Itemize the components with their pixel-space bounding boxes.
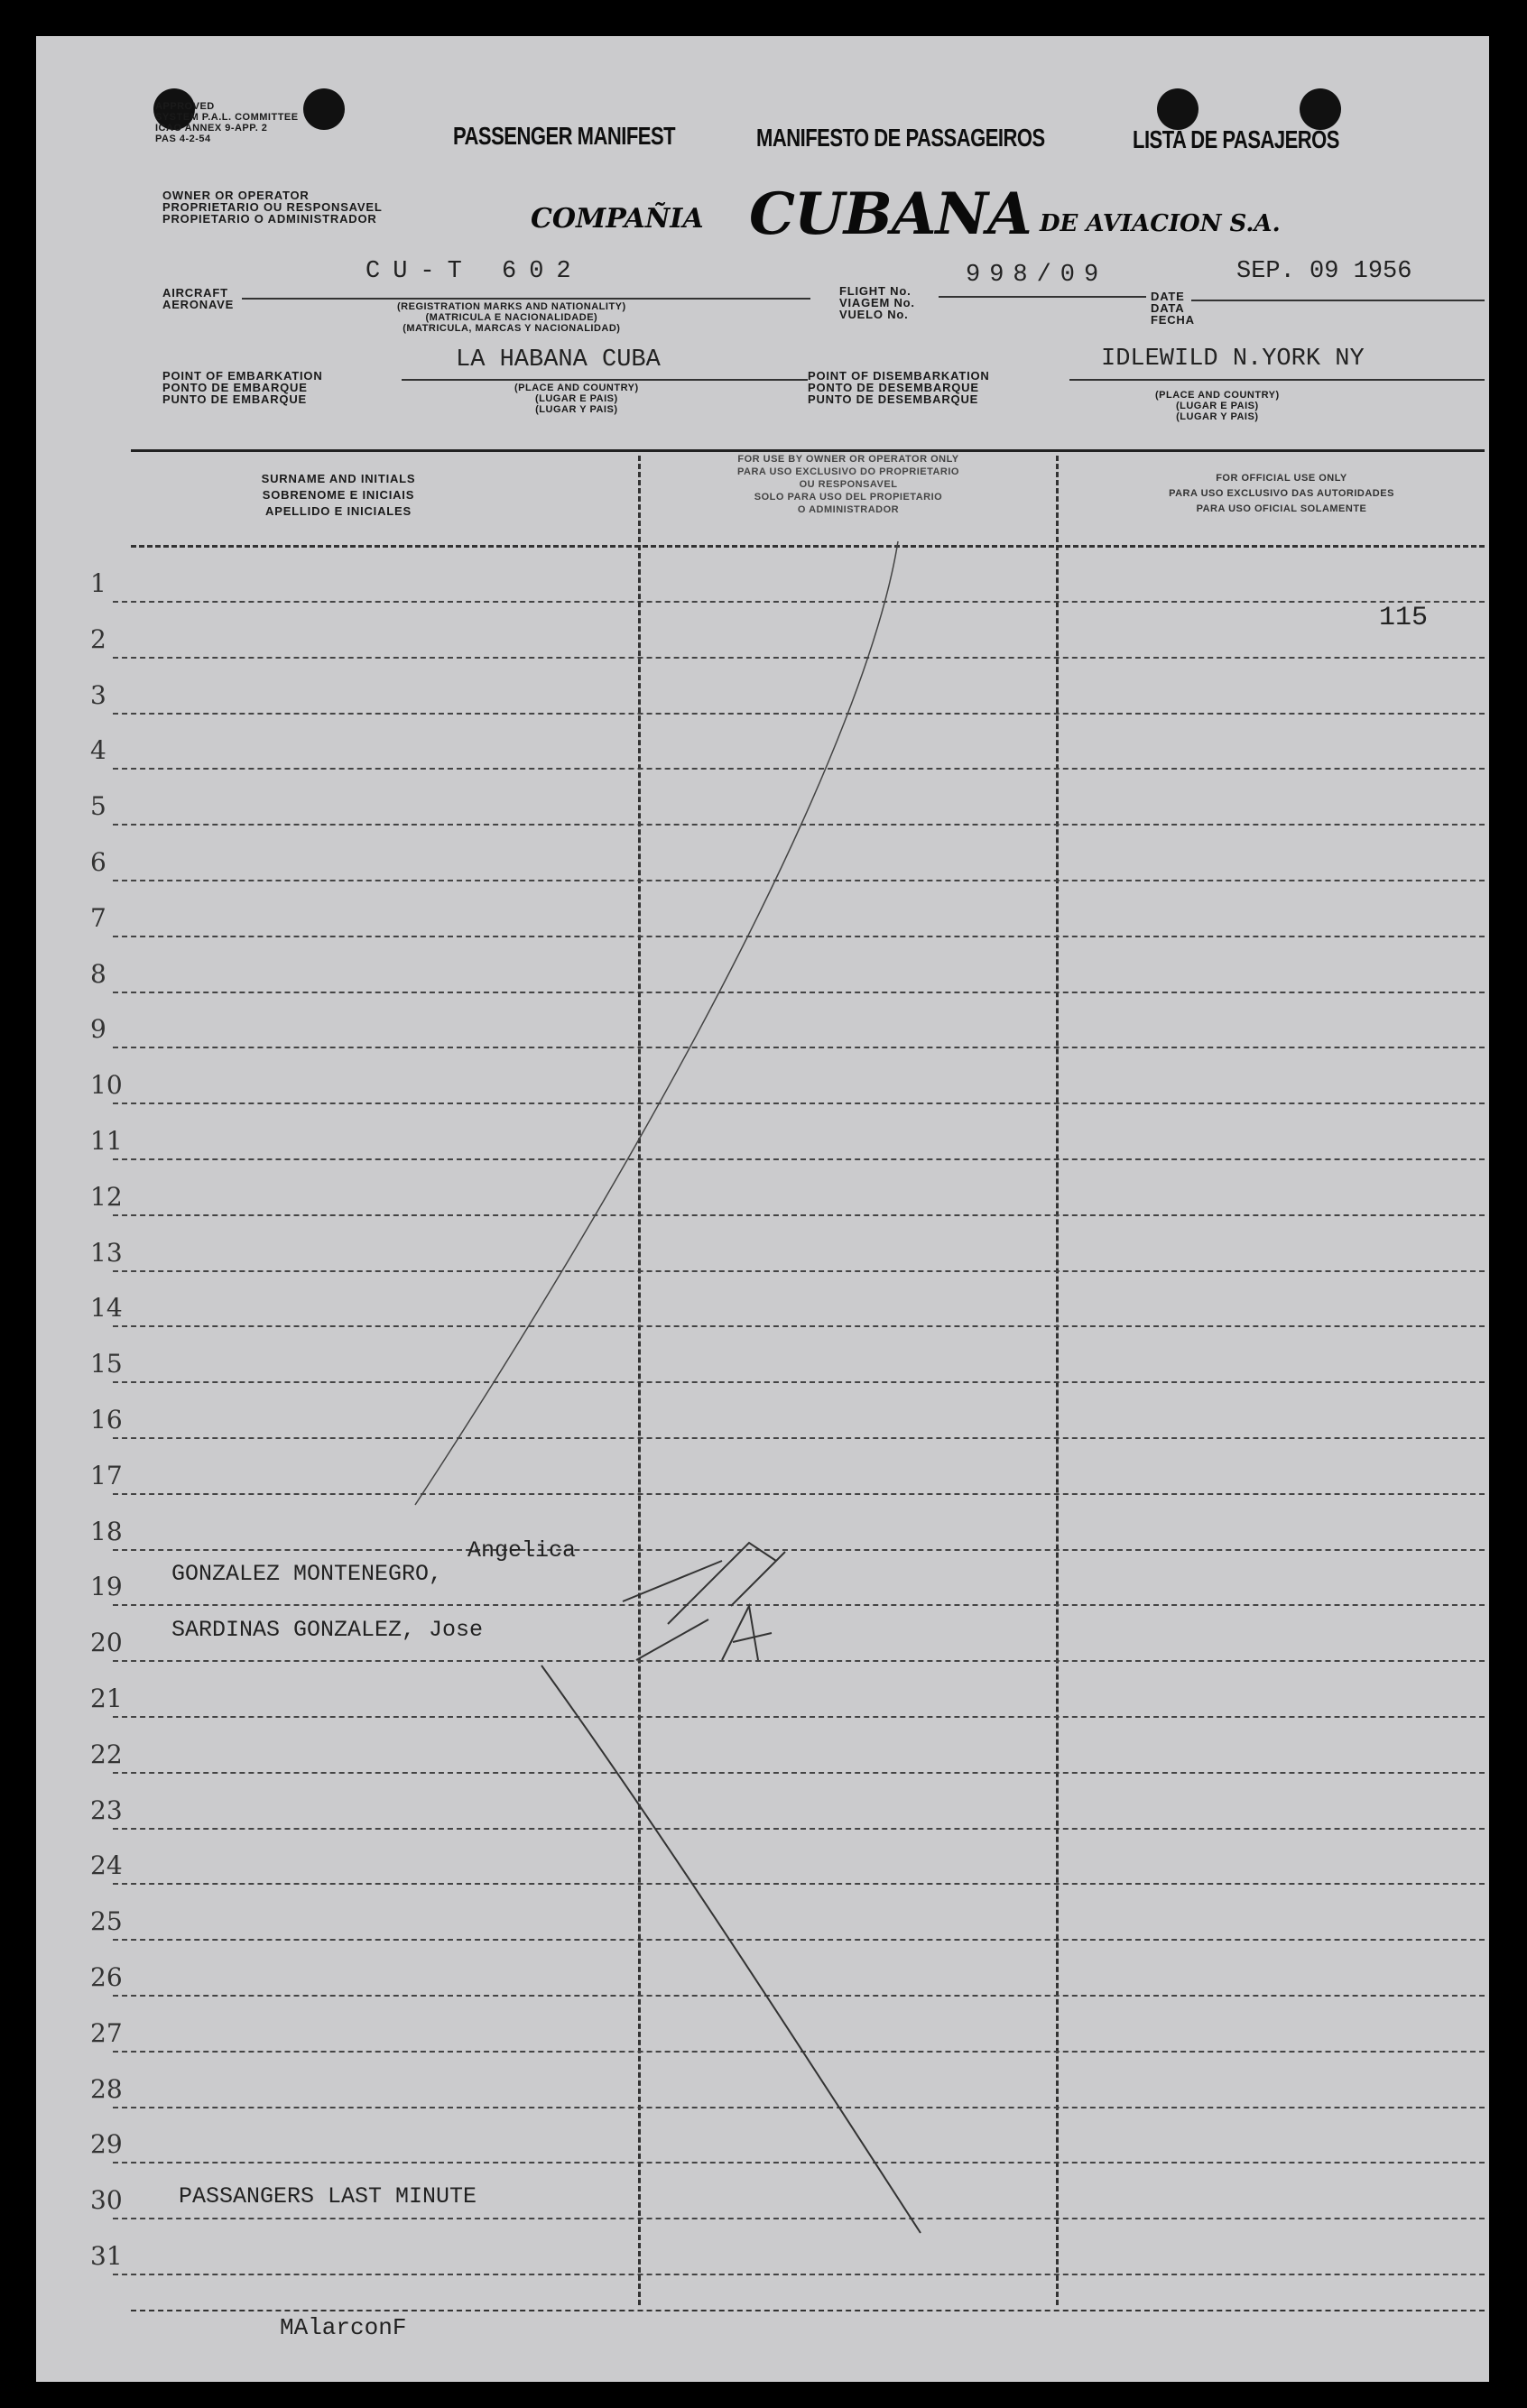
owner-label-line: PROPIETARIO O ADMINISTRADOR	[162, 212, 377, 226]
company-name: CUBANA	[749, 180, 1032, 248]
diagonal-pen-stroke	[415, 541, 898, 1505]
row-number: 1	[90, 568, 106, 598]
row-number: 28	[90, 2073, 123, 2104]
header-line: SOBRENOME E INICIAIS	[262, 488, 415, 502]
company-suffix: DE AVIACION S.A.	[1040, 210, 1281, 237]
date-label-line: DATA	[1151, 301, 1185, 315]
flight-value: 998/09	[966, 262, 1108, 289]
row-number: 12	[90, 1181, 123, 1212]
header-line: PARA USO EXCLUSIVO DO PROPRIETARIO	[737, 466, 959, 477]
header-line: APELLIDO E INICIALES	[265, 504, 412, 518]
row-number: 16	[90, 1405, 123, 1435]
disembarkation-label-line: POINT OF DISEMBARKATION	[808, 369, 990, 383]
row-number: 23	[90, 1794, 123, 1825]
row-number: 10	[90, 1070, 123, 1101]
row-number: 22	[90, 1739, 123, 1769]
company-prefix: COMPAÑIA	[531, 203, 704, 235]
caption-line: (MATRICULA E NACIONALIDADE)	[425, 312, 598, 323]
row-number: 7	[90, 902, 106, 933]
row-number: 24	[90, 1850, 123, 1881]
date-label-line: DATE	[1151, 290, 1185, 303]
diagonal-pen-stroke	[541, 1665, 921, 2233]
check-mark	[636, 1606, 772, 1660]
title-english: PASSENGER MANIFEST	[453, 121, 676, 150]
row-number: 31	[90, 2241, 123, 2271]
row-number: 9	[90, 1014, 106, 1045]
table-bottom-rule	[131, 2310, 1485, 2311]
date-value: SEP. 09 1956	[1236, 258, 1412, 285]
approval-line: APPROVED	[155, 101, 215, 112]
title-spanish: LISTA DE PASAJEROS	[1133, 125, 1339, 153]
row-number: 19	[90, 1572, 123, 1602]
caption-line: (REGISTRATION MARKS AND NATIONALITY)	[397, 301, 626, 312]
date-label-line: FECHA	[1151, 313, 1195, 327]
aircraft-label-line: AERONAVE	[162, 298, 235, 311]
disembarkation-value: IDLEWILD N.YORK NY	[1101, 346, 1365, 373]
row-number: 3	[90, 679, 106, 710]
row-number: 15	[90, 1349, 123, 1379]
caption-line: (LUGAR E PAIS)	[534, 393, 618, 404]
row-number: 18	[90, 1516, 123, 1546]
disembarkation-label-line: PONTO DE DESEMBARQUE	[808, 381, 979, 394]
pen-marks	[36, 36, 1489, 2382]
title-portuguese: MANIFESTO DE PASSAGEIROS	[756, 123, 1045, 152]
approval-line: ICAO ANNEX 9-APP. 2	[155, 123, 268, 134]
row-number: 4	[90, 735, 106, 766]
row-number: 29	[90, 2129, 123, 2160]
flight-label-line: VIAGEM No.	[839, 296, 915, 309]
signature: MAlarconF	[280, 2314, 407, 2341]
row-number: 13	[90, 1237, 123, 1268]
embarkation-label-line: PONTO DE EMBARQUE	[162, 381, 308, 394]
header-line: SURNAME AND INITIALS	[261, 472, 416, 485]
row-number: 26	[90, 1962, 123, 1992]
row-number: 27	[90, 2017, 123, 2048]
header-line: PARA USO OFICIAL SOLAMENTE	[1196, 503, 1367, 514]
row-number: 20	[90, 1628, 123, 1658]
header-line: FOR USE BY OWNER OR OPERATOR ONLY	[737, 454, 959, 465]
approval-line: SYSTEM P.A.L. COMMITTEE	[155, 112, 299, 123]
embarkation-label-line: POINT OF EMBARKATION	[162, 369, 323, 383]
header-line: O ADMINISTRADOR	[797, 504, 900, 515]
owner-label-line: PROPRIETARIO OU RESPONSAVEL	[162, 200, 383, 214]
row-number: 8	[90, 958, 106, 989]
caption-line: (LUGAR Y PAIS)	[1176, 411, 1259, 422]
caption-line: (MATRICULA, MARCAS Y NACIONALIDAD)	[403, 323, 621, 334]
flight-label-line: VUELO No.	[839, 308, 909, 321]
row-number: 25	[90, 1906, 123, 1937]
check-mark	[623, 1543, 785, 1624]
row-number: 2	[90, 623, 106, 654]
row-number: 30	[90, 2185, 123, 2216]
flight-label-line: FLIGHT No.	[839, 284, 912, 298]
header-line: PARA USO EXCLUSIVO DAS AUTORIDADES	[1169, 488, 1394, 499]
official-number: 115	[1379, 603, 1429, 633]
row-number: 21	[90, 1684, 123, 1713]
row-number: 5	[90, 791, 106, 822]
caption-line: (PLACE AND COUNTRY)	[514, 383, 639, 393]
row-number: 6	[90, 847, 106, 877]
embarkation-value: LA HABANA CUBA	[456, 346, 661, 374]
header-line: OU RESPONSAVEL	[799, 479, 898, 490]
disembarkation-label-line: PUNTO DE DESEMBARQUE	[808, 392, 979, 406]
passenger-name-20: SARDINAS GONZALEZ, Jose	[171, 1617, 484, 1643]
last-minute-note: PASSANGERS LAST MINUTE	[179, 2183, 477, 2210]
aircraft-label-line: AIRCRAFT	[162, 286, 228, 300]
passenger-given-19: Angelica	[467, 1537, 577, 1564]
approval-line: PAS 4-2-54	[155, 134, 211, 144]
caption-line: (PLACE AND COUNTRY)	[1155, 390, 1280, 401]
manifest-page	[36, 36, 1489, 2382]
row-number: 14	[90, 1293, 123, 1324]
header-line: SOLO PARA USO DEL PROPIETARIO	[754, 492, 943, 503]
row-number: 11	[90, 1126, 123, 1156]
aircraft-value: CU-T 602	[366, 258, 584, 285]
row-number: 17	[90, 1460, 123, 1490]
caption-line: (LUGAR Y PAIS)	[535, 404, 618, 415]
passenger-name-19: GONZALEZ MONTENEGRO,	[171, 1561, 443, 1587]
caption-line: (LUGAR E PAIS)	[1175, 401, 1259, 411]
header-line: FOR OFFICIAL USE ONLY	[1216, 473, 1347, 484]
embarkation-label-line: PUNTO DE EMBARQUE	[162, 392, 307, 406]
owner-label-line: OWNER OR OPERATOR	[162, 189, 310, 202]
